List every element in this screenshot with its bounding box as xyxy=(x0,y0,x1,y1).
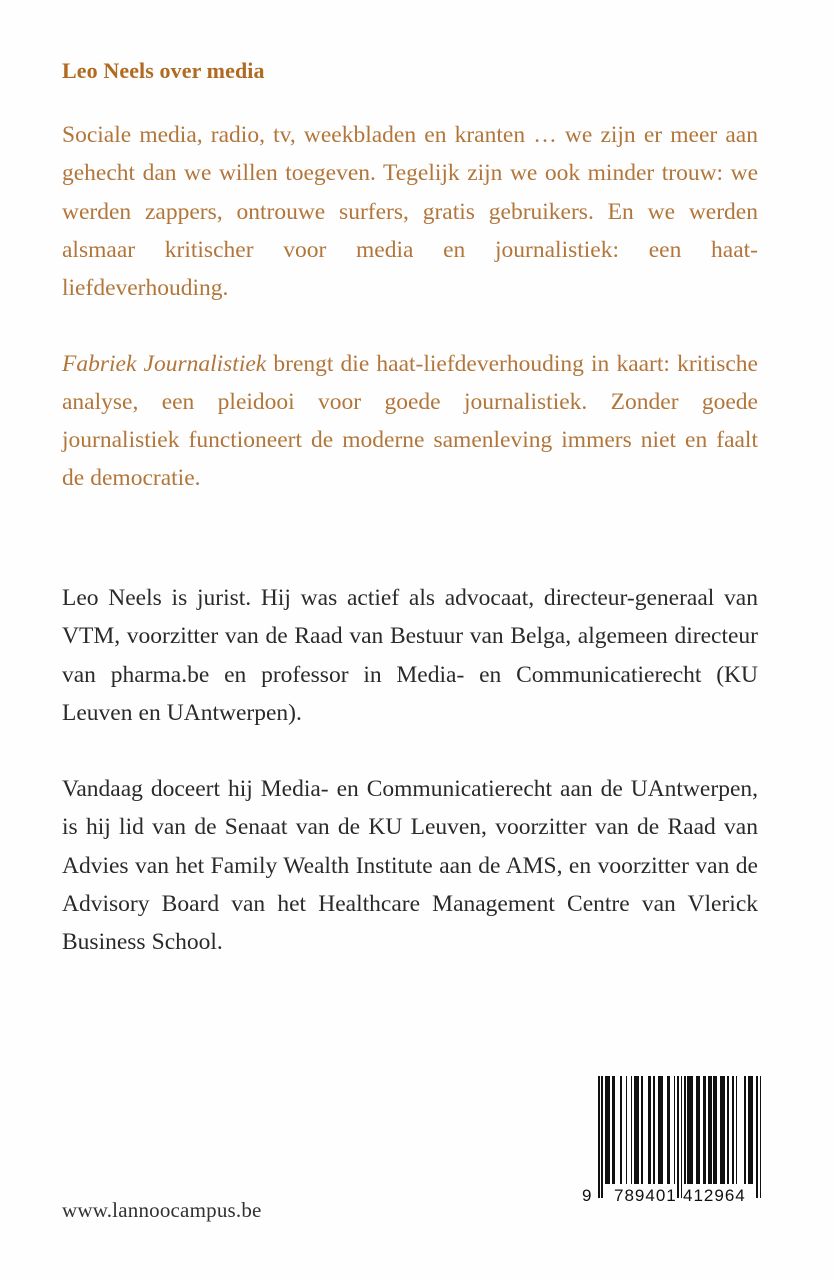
barcode-lead-digit: 9 xyxy=(582,1186,593,1205)
author-bio-block xyxy=(62,579,758,962)
promo-paragraph-2 xyxy=(62,345,758,497)
barcode xyxy=(582,1076,762,1208)
barcode-bar xyxy=(760,1076,762,1198)
barcode-bars xyxy=(598,1076,762,1184)
publisher-website-link[interactable]: www.lannoocampus.be xyxy=(62,1198,262,1222)
promo-text-block xyxy=(62,116,758,497)
bio-paragraph-1: Leo Neels is jurist. Hij was actief als advocaat, directeur-generaal van VTM, voorzitter van de Raad van Bestuur van Belga, algemeen directeur van pharma.be en professor in Media- en Communicatierecht (KU Leuven en UAntwerpen). xyxy=(62,584,758,726)
barcode-left-group: 789401 xyxy=(614,1186,677,1205)
promo-paragraph-1: Sociale media, radio, tv, weekbladen en kranten … we zijn er meer aan gehecht dan we willen toegeven. Tegelijk zijn we ook minder trouw: we werden zappers, ontrouwe surfers, gratis gebruikers. En we werden alsmaar kritischer voor media en journalistiek: een haat-liefdeverhouding. xyxy=(62,122,758,301)
promo-paragraph-2-rest: brengt die haat-liefdeverhouding in kaart: kritische analyse, een pleidooi voor goede journalistiek. Zonder goede journalistiek functioneert de moderne samenleving immers niet en faalt de democratie. xyxy=(62,350,758,491)
cover-footer xyxy=(0,1060,834,1280)
bio-paragraph-2: Vandaag doceert hij Media- en Communicatierecht aan de UAntwerpen, is hij lid van de Senaat van de KU Leuven, voorzitter van de Raad van Advies van het Family Wealth Institute aan de AMS, en voorzitter van de Advisory Board van het Healthcare Management Centre van Vlerick Business School. xyxy=(62,776,758,956)
barcode-right-group: 412964 xyxy=(683,1186,746,1205)
cover-content xyxy=(62,0,758,962)
page-title: Leo Neels over media xyxy=(62,58,265,83)
book-title-italic: Fabriek Journalistiek xyxy=(62,350,267,377)
barcode-digits xyxy=(582,1186,762,1208)
barcode-space xyxy=(737,1076,744,1184)
